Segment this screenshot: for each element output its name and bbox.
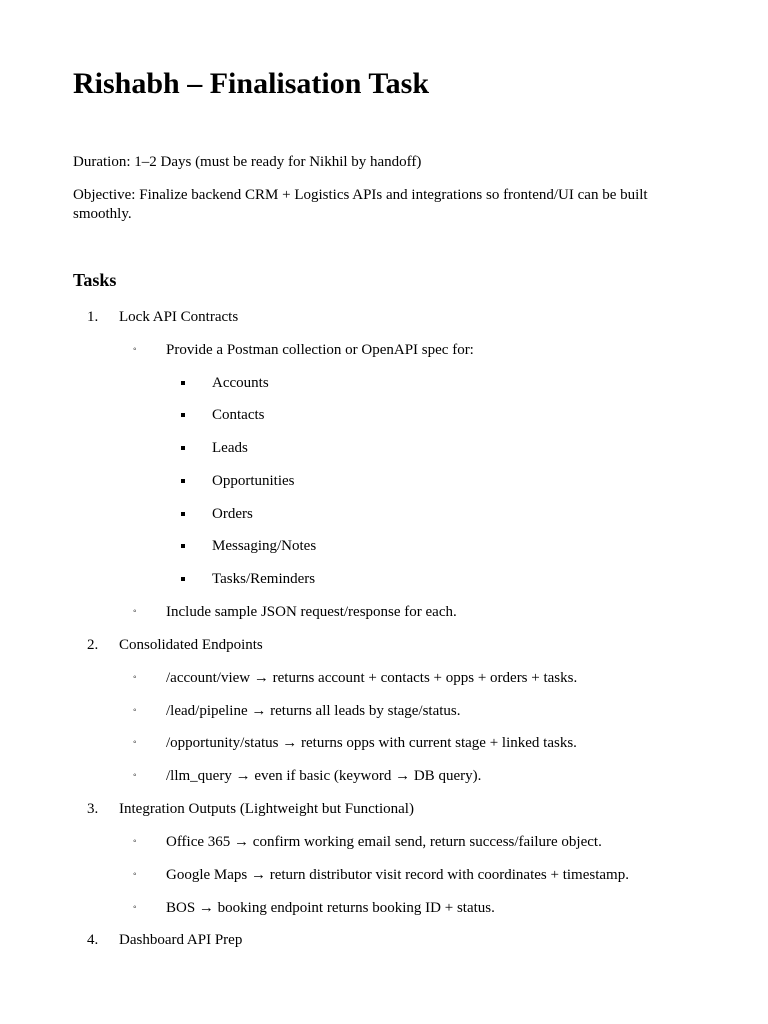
subtask-text: Include sample JSON request/response for each.: [166, 604, 457, 620]
subtask-text: BOS → booking endpoint returns booking ID + status.: [166, 900, 495, 916]
task-label: Dashboard API Prep: [119, 932, 243, 948]
circle-bullet-icon: ◦: [133, 344, 137, 355]
task-label: Lock API Contracts: [119, 309, 239, 325]
list-item-text: Orders: [212, 506, 253, 522]
subtask-text: /lead/pipeline → returns all leads by stage/status.: [166, 703, 461, 719]
objective-text: Objective: Finalize backend CRM + Logistics APIs and integrations so frontend/UI can be built smoothly.: [73, 187, 648, 222]
list-item-text: Messaging/Notes: [212, 538, 317, 554]
list-item-text: Contacts: [212, 407, 265, 423]
square-bullet-icon: [181, 479, 185, 483]
subtask-text: Office 365 → confirm working email send, return success/failure object.: [166, 834, 602, 850]
duration-text: Duration: 1–2 Days (must be ready for Nikhil by handoff): [73, 154, 422, 170]
subtask-text: /opportunity/status → returns opps with current stage + linked tasks.: [166, 735, 577, 751]
subtask-text: /llm_query → even if basic (keyword → DB query).: [166, 768, 482, 784]
circle-bullet-icon: ◦: [133, 902, 137, 913]
circle-bullet-icon: ◦: [133, 869, 137, 880]
circle-bullet-icon: ◦: [133, 672, 137, 683]
page-title: Rishabh – Finalisation Task: [73, 67, 430, 100]
tasks-heading: Tasks: [73, 270, 117, 290]
circle-bullet-icon: ◦: [133, 737, 137, 748]
subtask-text: Provide a Postman collection or OpenAPI spec for:: [166, 342, 474, 358]
list-item-text: Leads: [212, 440, 248, 456]
task-number: 2.: [87, 637, 99, 653]
list-item-text: Accounts: [212, 375, 269, 391]
circle-bullet-icon: ◦: [133, 836, 137, 847]
task-number: 1.: [87, 309, 99, 325]
list-item-text: Opportunities: [212, 473, 295, 489]
task-number: 3.: [87, 801, 99, 817]
circle-bullet-icon: ◦: [133, 770, 137, 781]
subtask-text: /account/view → returns account + contacts + opps + orders + tasks.: [166, 670, 578, 686]
task-label: Consolidated Endpoints: [119, 637, 263, 653]
task-label: Integration Outputs (Lightweight but Functional): [119, 801, 414, 817]
square-bullet-icon: [181, 381, 185, 385]
task-number: 4.: [87, 932, 99, 948]
square-bullet-icon: [181, 446, 185, 450]
square-bullet-icon: [181, 577, 185, 581]
circle-bullet-icon: ◦: [133, 705, 137, 716]
subtask-text: Google Maps → return distributor visit record with coordinates + timestamp.: [166, 867, 629, 883]
square-bullet-icon: [181, 512, 185, 516]
list-item-text: Tasks/Reminders: [212, 571, 316, 587]
square-bullet-icon: [181, 413, 185, 417]
square-bullet-icon: [181, 544, 185, 548]
circle-bullet-icon: ◦: [133, 606, 137, 617]
